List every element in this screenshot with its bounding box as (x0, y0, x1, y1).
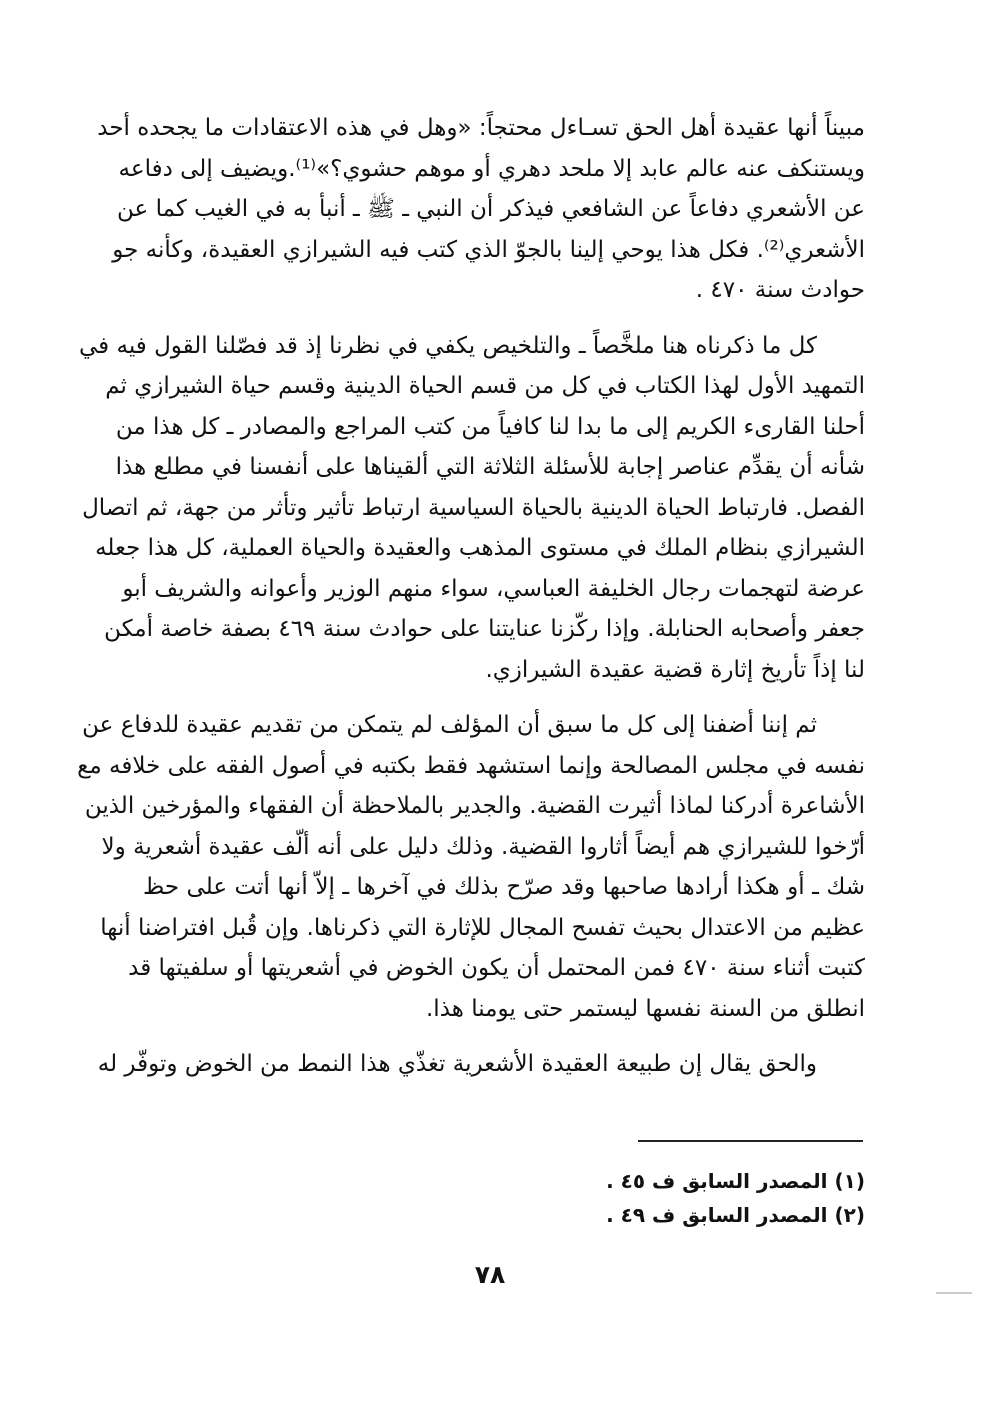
text-line: الأشعري⁽²⁾. فكل هذا يوحي إلينا بالجوّ الذي كتب فيه الشيرازي العقيدة، وكأنه جو (112, 236, 865, 263)
text-line: الشيرازي بنظام الملك في مستوى المذهب والعقيدة والحياة العملية، كل هذا جعله (95, 535, 865, 561)
text-line: شك ـ أو هكذا أرادها صاحبها وقد صرّح بذلك في آخرها ـ إلاّ أنها أتت على حظ (143, 874, 865, 900)
text-line: كل ما ذكرناه هنا ملخَّصاً ـ والتلخيص يكفي في نظرنا إذ قد فصّلنا القول فيه في (79, 332, 817, 359)
text-line: الأشاعرة أدركنا لماذا أثيرت القضية. والجدير بالملاحظة أن الفقهاء والمؤرخين الذين (84, 793, 865, 819)
text-line: عن الأشعري دفاعاً عن الشافعي فيذكر أن النبي ـ ﷺ ـ أنبأ به في الغيب كما عن (117, 196, 865, 222)
paragraph-4 (97, 1044, 865, 1085)
body-text (77, 108, 865, 1100)
text-line: ثم إننا أضفنا إلى كل ما سبق أن المؤلف لم يتمكن من تقديم عقيدة للدفاع عن (82, 712, 817, 738)
text-line: نفسه في مجلس المصالحة وإنما استشهد فقط بكتبه في أصول الفقه على خلافه مع (77, 752, 865, 779)
text-line: شأنه أن يقدِّم عناصر إجابة للأسئلة الثلاثة التي ألقيناها على أنفسنا في مطلع هذا (115, 454, 865, 480)
text-line: جعفر وأصحابه الحنابلة. وإذا ركّزنا عنايتنا على حوادث سنة ٤٦٩ بصفة خاصة أمكن (104, 616, 865, 642)
text-line: حوادث سنة ٤٧٠ . (695, 277, 865, 303)
text-line: انطلق من السنة نفسها ليستمر حتى يومنا هذا. (426, 995, 865, 1022)
text-line: كتبت أثناء سنة ٤٧٠ فمن المحتمل أن يكون الخوض في أشعريتها أو سلفيتها قد (128, 955, 865, 981)
footnote-divider (638, 1140, 863, 1142)
page-number: ٧٨ (474, 1260, 506, 1289)
footnote-1: (١) المصدر السابق ف ٤٥ . (606, 1169, 865, 1193)
text-line: أرّخوا للشيرازي هم أيضاً أثاروا القضية. وذلك دليل على أنه ألّف عقيدة أشعرية ولا (101, 833, 865, 860)
text-line: عظيم من الاعتدال بحيث تفسح المجال للإثارة التي ذكرناها. وإن قُبل افتراضنا أنها (100, 914, 865, 941)
footnotes (500, 1164, 865, 1232)
text-line: والحق يقال إن طبيعة العقيدة الأشعرية تغذّي هذا النمط من الخوض وتوفّر له (97, 1051, 817, 1077)
scan-mark-icon (934, 1288, 974, 1298)
text-line: مبيناً أنها عقيدة أهل الحق تسـاءل محتجاً: «وهل في هذه الاعتقادات ما يجحده أحد (97, 115, 865, 141)
text-line: أحلنا القارىء الكريم إلى ما بدا لنا كافياً من كتب المراجع والمصادر ـ كل هذا من (115, 413, 865, 440)
text-line: التمهيد الأول لهذا الكتاب في كل من قسم الحياة الدينية وقسم حياة الشيرازي ثم (105, 373, 865, 399)
paragraph-2 (79, 326, 865, 691)
footnote-2: (٢) المصدر السابق ف ٤٩ . (606, 1203, 865, 1227)
text-line: عرضة لتهجمات رجال الخليفة العباسي، سواء منهم الوزير وأعوانه والشريف أبو (122, 575, 865, 602)
text-line: لنا إذاً تأريخ إثارة قضية عقيدة الشيرازي. (485, 656, 865, 683)
text-line: ويستنكف عنه عالم عابد إلا ملحد دهري أو موهم حشوي؟»⁽¹⁾.ويضيف إلى دفاعه (118, 155, 865, 182)
paragraph-3 (77, 705, 865, 1029)
text-line: الفصل. فارتباط الحياة الدينية بالحياة السياسية ارتباط تأثير وتأثر من جهة، ثم اتصال (82, 494, 865, 521)
paragraph-1 (97, 108, 865, 311)
